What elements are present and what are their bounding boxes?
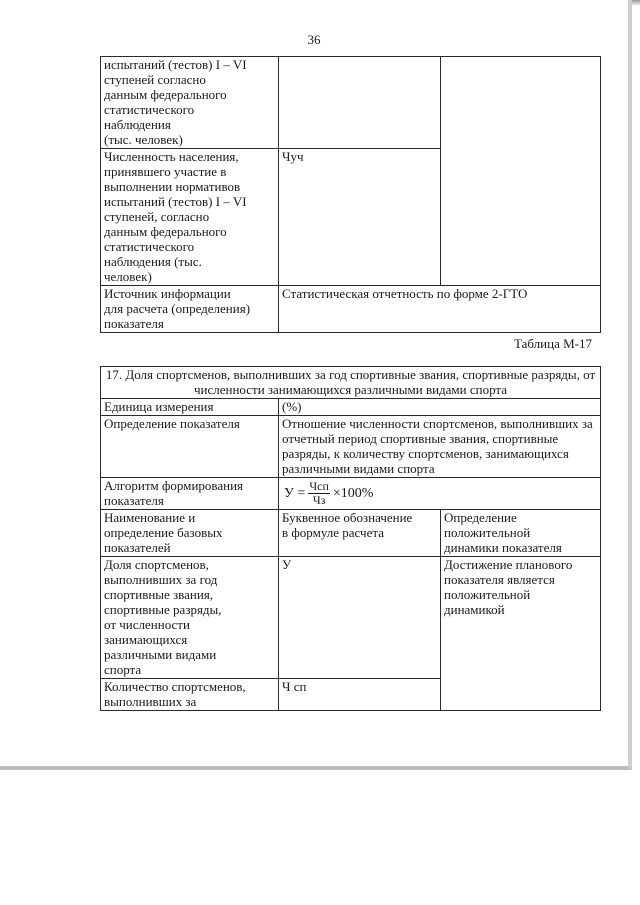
definition-label-cell: Определение показателя bbox=[101, 416, 279, 478]
table-row bbox=[101, 478, 601, 510]
table-row bbox=[101, 416, 601, 478]
table-m17 bbox=[100, 366, 601, 711]
table-title-row bbox=[101, 367, 601, 399]
table-row bbox=[101, 286, 601, 333]
formula-numerator: Чсп bbox=[309, 478, 329, 493]
table-row bbox=[101, 399, 601, 416]
table-title: 17. Доля спортсменов, выполнивших за год спортивные звания, спортивные разряды, от численности занимающихся различными видами спорта bbox=[101, 367, 601, 399]
table-header-row bbox=[101, 510, 601, 557]
symbol-cell: Чуч bbox=[279, 149, 441, 286]
indicator-name-cell: Количество спортсменов, выполнивших за bbox=[101, 679, 279, 711]
source-value-cell: Статистическая отчетность по форме 2-ГТО bbox=[279, 286, 601, 333]
indicator-name-cell: испытаний (тестов) I – VI ступеней согласно данным федерального статистического наблюдения (тыс. человек) bbox=[101, 57, 279, 149]
unit-label-cell: Единица измерения bbox=[101, 399, 279, 416]
column-header-dynamics: Определение положительной динамики показателя bbox=[441, 510, 601, 557]
dynamics-cell bbox=[441, 57, 601, 286]
dynamics-cell: Достижение планового показателя является положительной динамикой bbox=[441, 557, 601, 711]
symbol-cell: У bbox=[279, 557, 441, 679]
indicator-name-cell: Доля спортсменов, выполнивших за год спортивные звания, спортивные разряды, от численности занимающихся различными видами спорта bbox=[101, 557, 279, 679]
table-row bbox=[101, 57, 601, 149]
column-header-symbol: Буквенное обозначение в формуле расчета bbox=[279, 510, 441, 557]
column-header-name: Наименование и определение базовых показателей bbox=[101, 510, 279, 557]
table-continuation bbox=[100, 56, 601, 333]
formula-lhs: У = bbox=[284, 485, 306, 501]
page-number: 36 bbox=[307, 32, 321, 47]
indicator-name-cell: Численность населения, принявшего участие в выполнении нормативов испытаний (тестов) I – VI ступеней, согласно данным федерального статистического наблюдения (тыс. человек) bbox=[101, 149, 279, 286]
formula-cell bbox=[279, 478, 601, 510]
table-row bbox=[101, 557, 601, 679]
table-caption: Таблица М-17 bbox=[514, 336, 592, 351]
symbol-cell: Ч сп bbox=[279, 679, 441, 711]
formula-denominator: Чз bbox=[312, 492, 326, 507]
algorithm-label-cell: Алгоритм формирования показателя bbox=[101, 478, 279, 510]
source-label-cell: Источник информации для расчета (определения) показателя bbox=[101, 286, 279, 333]
formula bbox=[282, 478, 597, 508]
symbol-cell bbox=[279, 57, 441, 149]
formula-rhs: ×100% bbox=[332, 485, 374, 501]
definition-value-cell: Отношение численности спортсменов, выполнивших за отчетный период спортивные звания, спортивные разряды, к количеству спортсменов, занимающихся различными видами спорта bbox=[279, 416, 601, 478]
formula-fraction bbox=[308, 480, 330, 507]
unit-value-cell: (%) bbox=[279, 399, 601, 416]
